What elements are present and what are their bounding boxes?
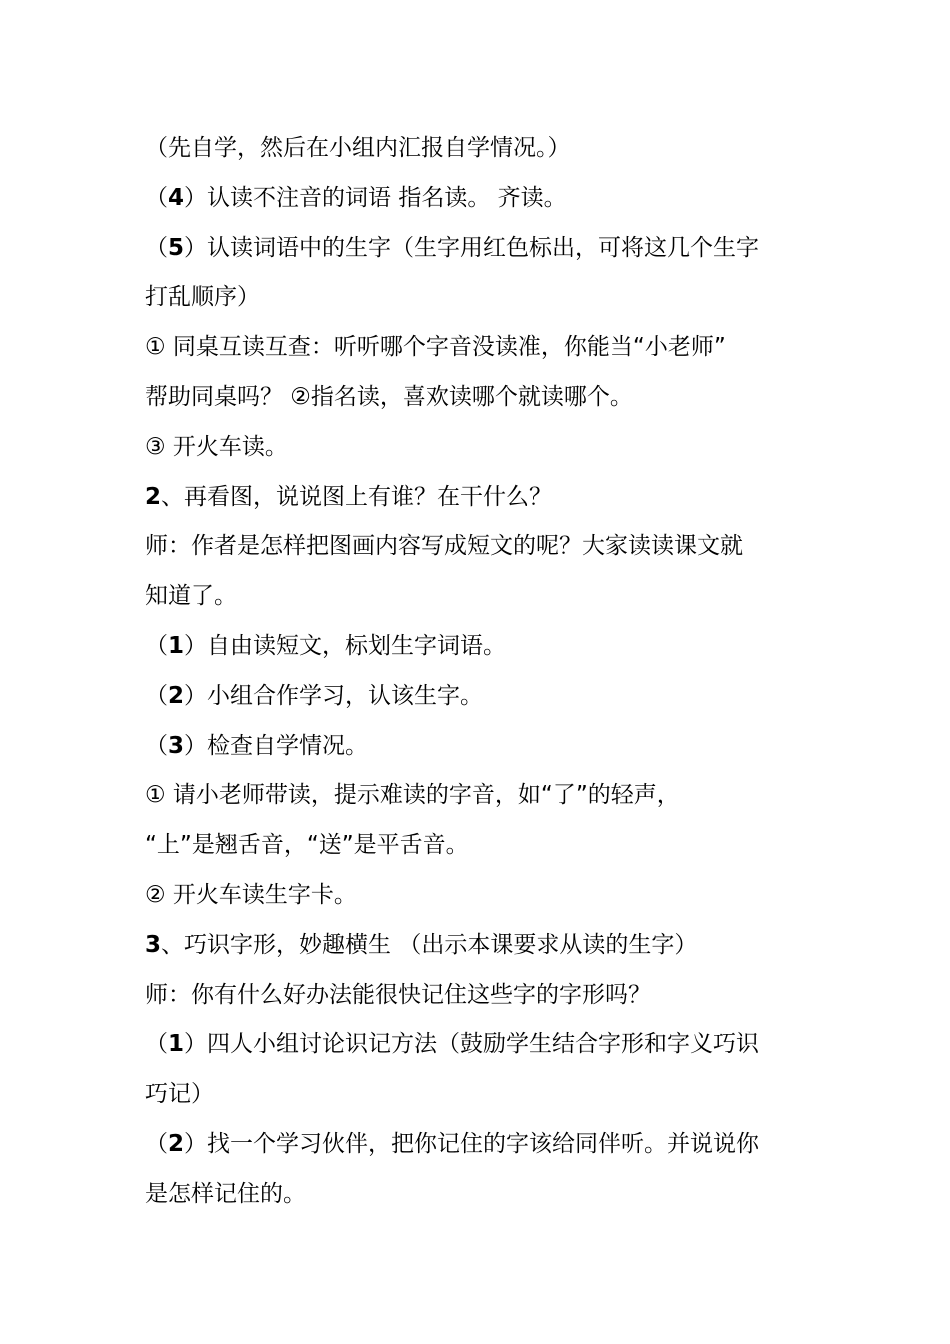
- text-line: [145, 124, 825, 174]
- line-prefix: （: [145, 732, 168, 759]
- line-text: ）检查自学情况。: [184, 732, 369, 759]
- text-line: [145, 224, 825, 274]
- line-text: 帮助同桌吗？ ②指名读，喜欢读哪个就读哪个。: [145, 383, 633, 410]
- item-number: 1: [168, 632, 185, 659]
- line-text: （先自学，然后在小组内汇报自学情况。）: [145, 135, 571, 161]
- text-line: [145, 722, 825, 772]
- section-heading: [145, 921, 825, 971]
- line-prefix: （: [145, 234, 168, 261]
- text-line: [145, 1170, 825, 1220]
- line-text: “上”是翘舌音，“送”是平舌音。: [145, 832, 469, 859]
- section-heading: [145, 473, 825, 523]
- text-line: [145, 373, 825, 423]
- text-line: [145, 572, 825, 622]
- line-prefix: （: [145, 632, 168, 659]
- text-line: [145, 871, 825, 921]
- line-prefix: （: [145, 184, 168, 211]
- line-text: ）小组合作学习，认该生字。: [184, 682, 484, 709]
- item-number: 1: [168, 1031, 185, 1058]
- line-text: 打乱顺序）: [145, 284, 260, 311]
- text-line: [145, 821, 825, 871]
- line-text: ）四人小组讨论识记方法（鼓励学生结合字形和字义巧识: [184, 1031, 760, 1058]
- line-text: 知道了。: [145, 583, 237, 610]
- line-prefix: （: [145, 1031, 168, 1058]
- text-line: [145, 672, 825, 722]
- line-prefix: （: [145, 682, 168, 709]
- text-line: [145, 423, 825, 473]
- document-page: [145, 124, 825, 1220]
- line-text: 是怎样记住的。: [145, 1180, 306, 1207]
- text-line: [145, 622, 825, 672]
- item-number: 5: [168, 234, 185, 261]
- text-line: [145, 323, 825, 373]
- text-line: [145, 1120, 825, 1170]
- line-text: 巧记）: [145, 1081, 214, 1108]
- section-number: 3: [145, 931, 162, 958]
- line-text: 、巧识字形，妙趣横生 （出示本课要求从读的生字）: [161, 931, 698, 958]
- item-number: 2: [168, 1130, 185, 1157]
- line-text: ② 开火车读生字卡。: [145, 881, 357, 908]
- text-line: [145, 1070, 825, 1120]
- text-line: [145, 771, 825, 821]
- line-text: 师：你有什么好办法能很快记住这些字的字形吗？: [145, 981, 651, 1008]
- line-text: ）认读词语中的生字（生字用红色标出，可将这几个生字: [184, 234, 760, 261]
- line-text: ③ 开火车读。: [145, 433, 288, 460]
- item-number: 3: [168, 732, 185, 759]
- text-line: [145, 1020, 825, 1070]
- text-line: [145, 971, 825, 1021]
- text-line: [145, 174, 825, 224]
- line-text: ）认读不注音的词语 指名读。 齐读。: [184, 184, 567, 211]
- line-prefix: （: [145, 1130, 168, 1157]
- item-number: 4: [168, 184, 185, 211]
- item-number: 2: [168, 682, 185, 709]
- line-text: ）自由读短文，标划生字词语。: [184, 632, 507, 659]
- line-text: 师：作者是怎样把图画内容写成短文的呢？大家读读课文就: [145, 533, 743, 560]
- text-line: [145, 273, 825, 323]
- line-text: 、再看图，说说图上有谁？在干什么？: [161, 483, 553, 510]
- text-line: [145, 522, 825, 572]
- line-text: ① 同桌互读互查：听听哪个字音没读准，你能当“小老师”: [145, 334, 726, 361]
- line-text: ① 请小老师带读，提示难读的字音，如“了”的轻声，: [145, 782, 680, 809]
- section-number: 2: [145, 483, 162, 510]
- line-text: ）找一个学习伙伴，把你记住的字该给同伴听。并说说你: [184, 1130, 760, 1157]
